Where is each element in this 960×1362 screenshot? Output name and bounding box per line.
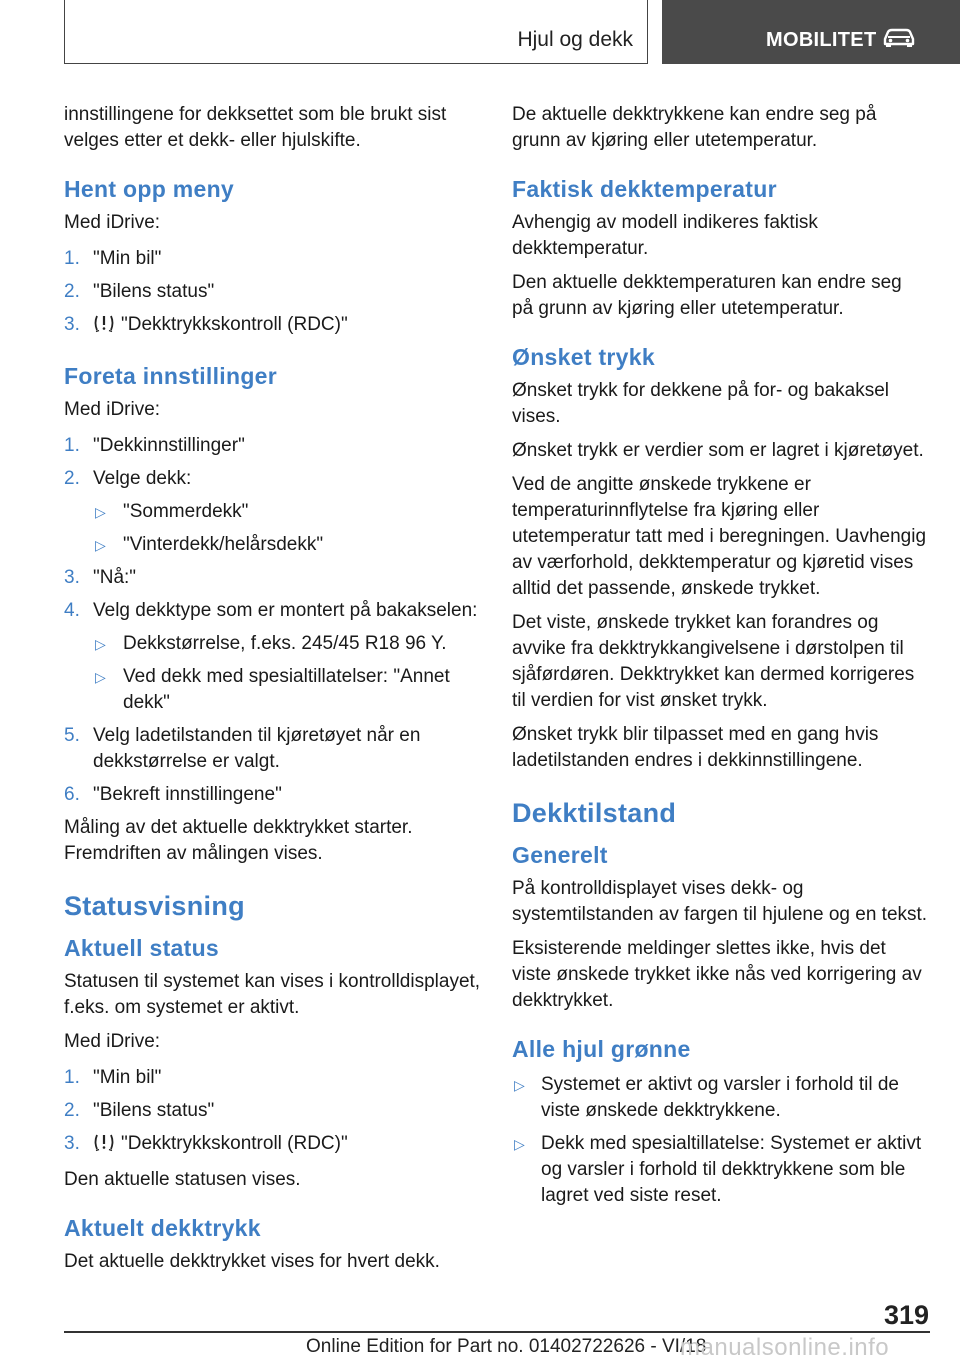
idrive-label: Med iDrive: (64, 212, 161, 233)
desired-text-3: Ved de angitte ønskede trykkene er temperaturinnflytelse fra kjøring eller utetemperatur tatt med i beregningen. Uavhengig av værforhold, dekktemperatur og kjøretid vises alltid det passende, ønskede trykket. (512, 474, 927, 599)
desired-text-5: Ønsket trykk blir tilpasset med en gang hvis ladetilstanden endres i dekkinnstillingene. (512, 724, 879, 771)
heading-statusvisning: Statusvisning (64, 891, 245, 921)
list-item: 2. Velge dekk: ▷ "Sommerdekk" ▷ "Vinterdekk/helårsdekk" (64, 466, 484, 558)
heading-dekktilstand: Dekktilstand (512, 798, 677, 828)
heading-generelt: Generelt (512, 842, 608, 868)
header-section-title: Hjul og dekk (517, 28, 633, 51)
list-item: 2. "Bilens status" (64, 281, 215, 302)
settings-steps-list (64, 433, 484, 808)
menu-steps-list (64, 246, 484, 341)
desired-text-4: Det viste, ønskede trykket kan forandres og avvike fra dekktrykkangivelsene i dørstolpen til sjåførdøren. Dekktrykket kan dermed korrigeres til verdien for vist ønsket trykk. (512, 612, 915, 711)
car-icon (882, 26, 916, 53)
heading-foreta-innstillinger: Foreta innstillinger (64, 363, 278, 389)
temperature-text-2: Den aktuelle dekktemperaturen kan endre seg på grunn av kjøring eller utetemperatur. (512, 272, 902, 319)
triangle-bullet-icon: ▷ (95, 636, 106, 652)
desired-text-2: Ønsket trykk er verdier som er lagret i kjøretøyet. (512, 440, 924, 461)
watermark: manualsonline.info (680, 1334, 890, 1361)
triangle-bullet-icon: ▷ (95, 669, 106, 685)
triangle-bullet-icon: ▷ (95, 537, 106, 553)
header-chapter-label: MOBILITET (766, 29, 877, 51)
triangle-bullet-icon: ▷ (514, 1077, 525, 1093)
intro-text: De aktuelle dekktrykkene kan endre seg på grunn av kjøring eller utetemperatur. (512, 104, 877, 151)
heading-onsket-trykk: Ønsket trykk (512, 344, 655, 370)
list-item: 3. "Nå:" (64, 567, 137, 588)
list-item: ▷ Dekk med spesialtillatelse: Systemet er aktivt og varsler i forhold til dekktrykkene som ble lagret ved siste reset. (514, 1133, 922, 1206)
tire-pressure-warning-icon (93, 1132, 115, 1160)
footer-divider (64, 1331, 930, 1333)
idrive-label: Med iDrive: (64, 399, 161, 420)
list-item: 5. Velg ladetilstanden til kjøretøyet når en dekkstørrelse er valgt. (64, 725, 421, 772)
sub-list (93, 499, 484, 558)
temperature-text-1: Avhengig av modell indikeres faktisk dekktemperatur. (512, 212, 818, 259)
footer-edition: Online Edition for Part no. 01402722626 - VI/18 (306, 1336, 707, 1357)
triangle-bullet-icon: ▷ (514, 1136, 525, 1152)
list-item: 2. "Bilens status" (64, 1100, 215, 1121)
pressure-text: Det aktuelle dekktrykket vises for hvert dekk. (64, 1251, 440, 1272)
sub-list-item: ▷ "Vinterdekk/helårsdekk" (93, 532, 484, 558)
green-wheels-list (512, 1072, 928, 1209)
status-text: Statusen til systemet kan vises i kontrolldisplayet, f.eks. om systemet er aktivt. (64, 971, 481, 1018)
desired-text-1: Ønsket trykk for dekkene på for- og bakaksel vises. (512, 380, 890, 427)
page-number: 319 (884, 1300, 930, 1330)
idrive-label: Med iDrive: (64, 1031, 161, 1052)
left-column (64, 102, 484, 1283)
sub-list (93, 631, 484, 716)
heading-hent-opp-meny: Hent opp meny (64, 176, 235, 202)
tire-pressure-warning-icon (93, 313, 115, 341)
heading-aktuell-status: Aktuell status (64, 935, 220, 961)
list-item: 4. Velg dekktype som er montert på bakakselen: ▷ Dekkstørrelse, f.eks. 245/45 R18 96 Y. ▷ Ved dekk med spesialtillatelser: "Annet dekk" (64, 598, 484, 716)
sub-list-item: ▷ Dekkstørrelse, f.eks. 245/45 R18 96 Y. (93, 631, 484, 657)
heading-alle-hjul-gronne: Alle hjul grønne (512, 1036, 691, 1062)
list-item: 3. "Dekktrykkskontroll (RDC)" (64, 1131, 484, 1160)
status-shown-text: Den aktuelle statusen vises. (64, 1169, 301, 1190)
list-item: 3. "Dekktrykkskontroll (RDC)" (64, 312, 484, 341)
header-section-box (64, 0, 648, 64)
intro-text: innstillingene for dekksettet som ble brukt sist velges etter et dekk- eller hjulskifte. (64, 104, 447, 151)
right-column (512, 102, 928, 1217)
general-text-2: Eksisterende meldinger slettes ikke, hvis det viste ønskede trykket ikke nås ved korrigering av dekktrykket. (512, 938, 922, 1011)
list-item: 1. "Dekkinnstillinger" (64, 435, 245, 456)
triangle-bullet-icon: ▷ (95, 504, 106, 520)
list-item: 1. "Min bil" (64, 248, 162, 269)
general-text-1: På kontrolldisplayet vises dekk- og systemtilstanden av fargen til hjulene og en tekst. (512, 878, 928, 925)
sub-list-item: ▷ Ved dekk med spesialtillatelser: "Annet dekk" (95, 666, 450, 713)
measurement-text: Måling av det aktuelle dekktrykket starter. Fremdriften av målingen vises. (64, 817, 413, 864)
heading-faktisk-dekktemperatur: Faktisk dekktemperatur (512, 176, 777, 202)
list-item: 1. "Min bil" (64, 1067, 162, 1088)
sub-list-item: ▷ "Sommerdekk" (93, 499, 484, 525)
status-steps-list (64, 1065, 484, 1160)
list-item: 6. "Bekreft innstillingene" (64, 784, 282, 805)
header-chapter-tab (662, 0, 960, 64)
heading-aktuelt-dekktrykk: Aktuelt dekktrykk (64, 1215, 261, 1241)
list-item: ▷ Systemet er aktivt og varsler i forhold til de viste ønskede dekktrykkene. (514, 1074, 899, 1121)
